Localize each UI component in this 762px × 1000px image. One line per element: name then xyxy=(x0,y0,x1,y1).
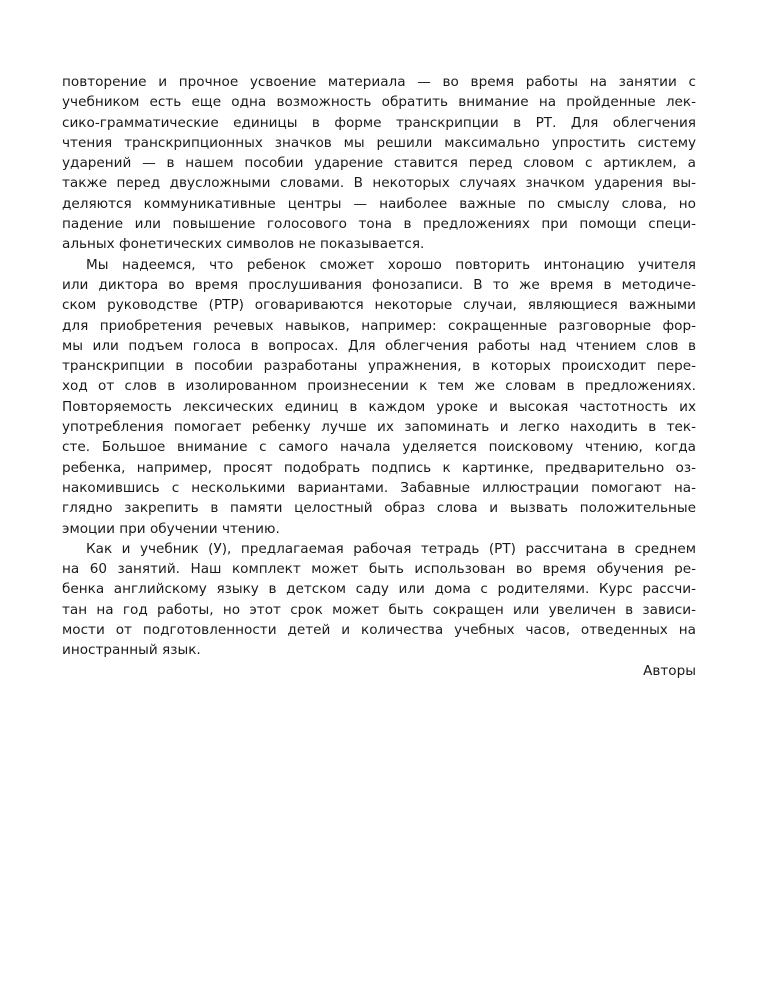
text-line: ском руководстве (РТР) оговариваются некоторые случаи, являющиеся важными xyxy=(62,297,696,314)
text-line: падение или повышение голосового тона в предложениях при помощи специ- xyxy=(62,216,696,233)
body-text xyxy=(62,72,696,661)
text-line: иностранный язык. xyxy=(62,642,201,659)
text-line: Как и учебник (У), предлагаемая рабочая тетрадь (РТ) рассчитана в среднем xyxy=(86,540,696,557)
text-line: ребенка, например, просят подобрать подпись к картинке, предварительно оз- xyxy=(62,459,696,476)
text-line: учебником есть еще одна возможность обратить внимание на пройденные лек- xyxy=(62,94,696,111)
text-line: также перед двусложными словами. В некоторых случаях значком ударения вы- xyxy=(62,175,696,192)
text-line: альных фонетических символов не показывается. xyxy=(62,236,425,253)
text-line: глядно закрепить в памяти целостный образ слова и вызвать положительные xyxy=(62,500,696,517)
text-line: для приобретения речевых навыков, например: сокращенные разговорные фор- xyxy=(62,317,696,334)
signature: Авторы xyxy=(643,662,696,679)
text-line: Повторяемость лексических единиц в каждом уроке и высокая частотность их xyxy=(62,398,696,415)
text-line: на 60 занятий. Наш комплект может быть использован во время обучения ре- xyxy=(62,561,696,578)
paragraph xyxy=(62,539,696,661)
text-line: эмоции при обучении чтению. xyxy=(62,520,280,537)
text-line: накомившись с несколькими вариантами. Забавные иллюстрации помогают на- xyxy=(62,479,696,496)
text-line: сте. Большое внимание с самого начала уделяется поисковому чтению, когда xyxy=(62,439,696,456)
text-line: бенка английскому языку в детском саду или дома с родителями. Курс рассчи- xyxy=(62,581,696,598)
text-line: тан на год работы, но этот срок может быть сокращен или увеличен в зависи- xyxy=(62,601,696,618)
text-line: ход от слов в изолированном произнесении к тем же словам в предложениях. xyxy=(62,378,696,395)
text-line: ударений — в нашем пособии ударение ставится перед словом с артиклем, а xyxy=(62,155,696,172)
text-line: Мы надеемся, что ребенок сможет хорошо повторить интонацию учителя xyxy=(86,256,696,273)
text-line: или диктора во время прослушивания фонозаписи. В то же время в методиче- xyxy=(62,276,696,293)
text-line: мости от подготовленности детей и количества учебных часов, отведенных на xyxy=(62,622,696,639)
text-line: деляются коммуникативные центры — наиболее важные по смыслу слова, но xyxy=(62,195,696,212)
text-line: повторение и прочное усвоение материала — во время работы на занятии с xyxy=(62,74,696,90)
text-line: чтения транскрипционных значков мы решили максимально упростить систему xyxy=(62,134,696,151)
text-line: транскрипции в пособии разработаны упражнения, в которых происходит пере- xyxy=(62,358,696,375)
paragraph xyxy=(62,72,696,255)
paragraph xyxy=(62,255,696,539)
text-line: мы или подъем голоса в вопросах. Для облегчения работы над чтением слов в xyxy=(62,337,696,354)
document-page xyxy=(62,72,696,681)
text-line: употребления помогает ребенку лучше их запоминать и легко находить в тек- xyxy=(62,419,696,436)
text-line: сико-грамматические единицы в форме транскрипции в РТ. Для облегчения xyxy=(62,114,696,131)
